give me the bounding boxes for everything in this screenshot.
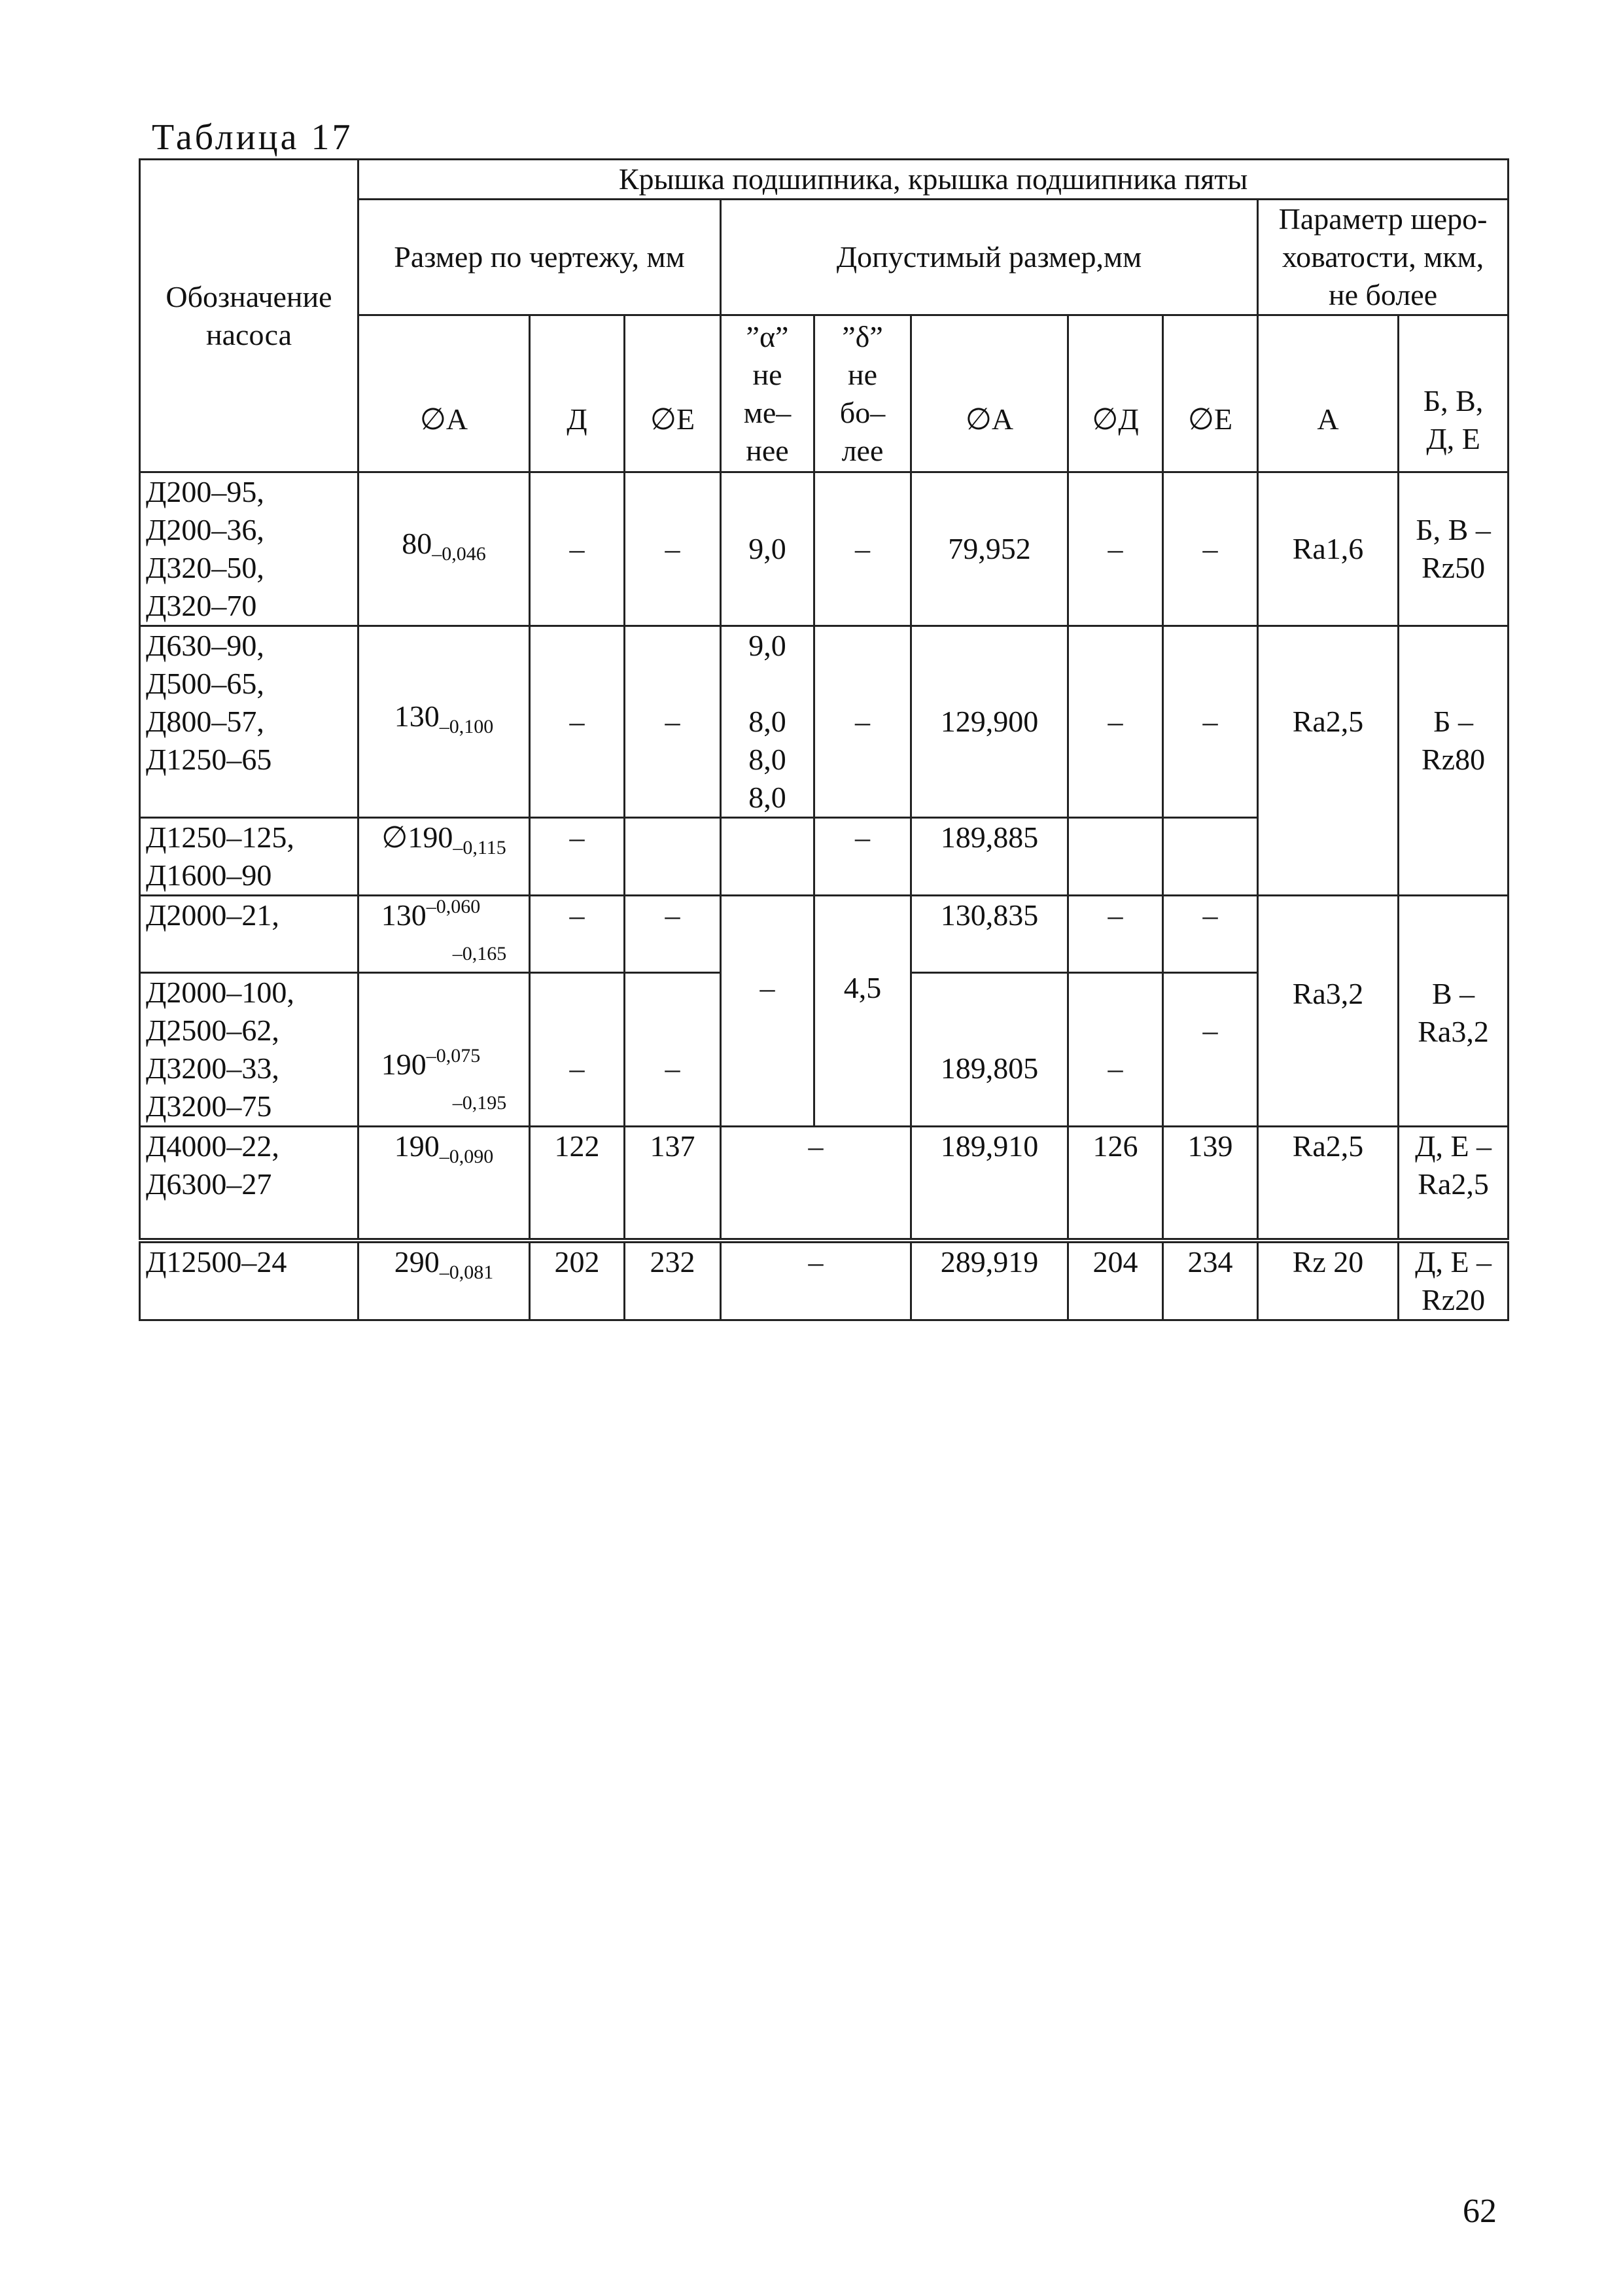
col-alpha <box>721 315 814 472</box>
drawing-d: 202 <box>530 1241 625 1320</box>
page-number: 62 <box>1463 2193 1497 2230</box>
drawing-dia-e: 232 <box>625 1241 721 1320</box>
pump-name: Д320–50, <box>146 551 264 584</box>
roughness-a-value: Ra2,5 <box>1292 705 1364 738</box>
table-caption: Таблица 17 <box>152 117 353 158</box>
table-row <box>140 1127 1509 1241</box>
roughness-bvde <box>1399 1127 1509 1241</box>
pump-name: Д2500–62, <box>146 1014 279 1047</box>
alpha-line-4: нее <box>746 433 789 467</box>
allowed-dia-d: – <box>1068 472 1163 626</box>
col-drawing-dia-a: ∅А <box>358 315 530 472</box>
pump-name: Д4000–22, <box>146 1129 279 1163</box>
pump-cell <box>140 818 358 896</box>
alpha-value <box>721 626 814 818</box>
delta-value: – <box>814 818 911 896</box>
alpha-line: 8,0 <box>748 781 786 814</box>
drawing-dia-a <box>358 896 530 973</box>
roughness-line: Rz50 <box>1422 551 1486 584</box>
delta-line-3: бо– <box>839 395 886 429</box>
allowed-dia-e: 234 <box>1163 1241 1258 1320</box>
roughness-line: Б – <box>1433 705 1474 738</box>
pump-name: Д1250–125, <box>146 821 294 854</box>
delta-value: – <box>814 472 911 626</box>
dia-a-base: 80 <box>402 527 432 560</box>
drawing-dia-e: – <box>625 472 721 626</box>
header-allowed-size: Допустимый размер,мм <box>721 200 1258 315</box>
pump-name: Д6300–27 <box>146 1167 272 1201</box>
roughness-line-1: Параметр шеро- <box>1278 202 1488 236</box>
roughness-line: В – <box>1431 977 1475 1010</box>
table-row <box>140 472 1509 626</box>
pump-name: Д630–90, <box>146 629 264 662</box>
allowed-dia-d: – <box>1068 626 1163 818</box>
pump-name: Д200–95, <box>146 475 264 508</box>
alpha-line-1: ”α” <box>746 319 789 353</box>
col-allowed-dia-e: ∅Е <box>1163 315 1258 472</box>
roughness-bvde <box>1399 626 1509 896</box>
allowed-dia-a: 79,952 <box>911 472 1068 626</box>
pump-cell <box>140 472 358 626</box>
delta-value: – <box>814 626 911 818</box>
drawing-dia-e: – <box>625 896 721 973</box>
pump-cell <box>140 626 358 818</box>
dia-a-base: 190 <box>394 1129 440 1163</box>
col-drawing-d: Д <box>530 315 625 472</box>
col-allowed-dia-a: ∅А <box>911 315 1068 472</box>
allowed-dia-e <box>1163 818 1258 896</box>
alpha-delta-value: – <box>721 1127 911 1241</box>
pump-cell <box>140 896 358 973</box>
roughness-a <box>1258 626 1399 896</box>
roughness-a: Rz 20 <box>1258 1241 1399 1320</box>
pump-name: Д1250–65 <box>146 743 272 776</box>
dia-a-tolerance: –0,115 <box>453 837 506 858</box>
pump-name: Д200–36, <box>146 513 264 546</box>
roughness-line-3: не более <box>1328 278 1438 311</box>
drawing-dia-a <box>358 1127 530 1241</box>
header-pump <box>140 160 358 472</box>
allowed-dia-d: 204 <box>1068 1241 1163 1320</box>
alpha-value: 9,0 <box>721 472 814 626</box>
dia-a-base: ∅190 <box>381 821 453 854</box>
table-row <box>140 1241 1509 1320</box>
table-row <box>140 626 1509 818</box>
delta-line-1: ”δ” <box>842 319 883 353</box>
drawing-dia-a <box>358 818 530 896</box>
pump-name: Д12500–24 <box>146 1245 287 1279</box>
alpha-line: 9,0 <box>748 629 786 662</box>
allowed-dia-a: 289,919 <box>911 1241 1068 1320</box>
pump-name: Д2000–21, <box>146 898 279 932</box>
dia-a-upper-tol: –0,075 <box>426 1045 481 1067</box>
delta-value-text: 4,5 <box>843 971 882 1004</box>
drawing-d: – <box>530 896 625 973</box>
dia-a-base: 130 <box>394 699 440 733</box>
dia-a-tolerance: –0,046 <box>432 543 486 565</box>
roughness-line: Б, В – <box>1416 513 1491 546</box>
roughness-line: Rz80 <box>1422 743 1486 776</box>
dia-a-lower-tol: –0,195 <box>452 1092 507 1114</box>
roughness-a: Ra1,6 <box>1258 472 1399 626</box>
allowed-dia-d: – <box>1068 973 1163 1127</box>
drawing-d: – <box>530 818 625 896</box>
col-allowed-dia-d: ∅Д <box>1068 315 1163 472</box>
roughness-a: Ra2,5 <box>1258 1127 1399 1241</box>
pump-cell <box>140 1127 358 1241</box>
allowed-dia-e: 139 <box>1163 1127 1258 1241</box>
pump-name: Д500–65, <box>146 667 264 700</box>
delta-value <box>814 896 911 1127</box>
header-group: Крышка подшипника, крышка подшипника пяты <box>358 160 1509 200</box>
alpha-line-3: ме– <box>743 395 792 429</box>
roughness-a <box>1258 896 1399 1127</box>
allowed-dia-e: – <box>1163 896 1258 973</box>
allowed-dia-d: – <box>1068 896 1163 973</box>
alpha-delta-value: – <box>721 1241 911 1320</box>
allowed-dia-e: – <box>1163 626 1258 818</box>
dia-a-tolerance: –0,100 <box>439 716 494 737</box>
dia-a-tolerance-stack <box>427 896 507 964</box>
alpha-line: 8,0 <box>748 705 786 738</box>
roughness-line: Д, Е – <box>1415 1129 1492 1163</box>
roughness-bvde <box>1399 472 1509 626</box>
roughness-bvde <box>1399 1241 1509 1320</box>
pump-name: Д3200–75 <box>146 1089 272 1123</box>
dia-a-tolerance-stack <box>427 1046 507 1114</box>
pump-name: Д2000–100, <box>146 976 294 1009</box>
drawing-dia-a <box>358 472 530 626</box>
drawing-dia-a <box>358 1241 530 1320</box>
drawing-d: 122 <box>530 1127 625 1241</box>
header-roughness <box>1258 200 1509 315</box>
dia-a-base: 190 <box>381 1048 427 1081</box>
drawing-d: – <box>530 472 625 626</box>
drawing-dia-e: 137 <box>625 1127 721 1241</box>
allowed-dia-a: 189,885 <box>911 818 1068 896</box>
roughness-bvde <box>1399 896 1509 1127</box>
allowed-dia-a: 130,835 <box>911 896 1068 973</box>
roughness-line: Rz20 <box>1422 1282 1486 1316</box>
roughness-line: Ra2,5 <box>1418 1167 1489 1201</box>
rbvde-line-2: Д, Е <box>1426 422 1480 455</box>
rbvde-line-1: Б, В, <box>1423 384 1484 417</box>
allowed-dia-a: 189,910 <box>911 1127 1068 1241</box>
allowed-dia-e: – <box>1163 973 1258 1127</box>
drawing-dia-a <box>358 973 530 1127</box>
col-roughness-a: А <box>1258 315 1399 472</box>
dia-a-tolerance: –0,090 <box>439 1146 494 1167</box>
pump-cell <box>140 973 358 1127</box>
alpha-line: 8,0 <box>748 743 786 776</box>
bearing-cover-table <box>139 158 1509 1321</box>
header-pump-label: Обозначение насоса <box>166 279 332 351</box>
drawing-dia-e <box>625 818 721 896</box>
dia-a-tolerance: –0,081 <box>439 1261 494 1283</box>
allowed-dia-d: 126 <box>1068 1127 1163 1241</box>
drawing-dia-e: – <box>625 626 721 818</box>
dia-a-base: 290 <box>394 1245 440 1279</box>
drawing-dia-a <box>358 626 530 818</box>
dia-a-upper-tol: –0,060 <box>426 896 481 917</box>
col-delta <box>814 315 911 472</box>
allowed-dia-d <box>1068 818 1163 896</box>
col-roughness-bvde <box>1399 315 1509 472</box>
table-row <box>140 896 1509 973</box>
roughness-line: Д, Е – <box>1415 1245 1492 1279</box>
dia-a-lower-tol: –0,165 <box>452 943 507 964</box>
allowed-dia-a: 129,900 <box>911 626 1068 818</box>
drawing-d: – <box>530 973 625 1127</box>
alpha-value <box>721 896 814 1127</box>
pump-name: Д3200–33, <box>146 1051 279 1085</box>
allowed-dia-e: – <box>1163 472 1258 626</box>
allowed-dia-a: 189,805 <box>911 973 1068 1127</box>
alpha-value-text: – <box>759 971 775 1004</box>
delta-line-4: лее <box>841 433 884 467</box>
pump-name: Д800–57, <box>146 705 264 738</box>
roughness-line-2: ховатости, мкм, <box>1282 240 1484 274</box>
alpha-value <box>721 818 814 896</box>
header-drawing-size: Размер по чертежу, мм <box>358 200 721 315</box>
alpha-line <box>727 665 808 703</box>
pump-name: Д1600–90 <box>146 858 272 892</box>
drawing-dia-e: – <box>625 973 721 1127</box>
pump-cell <box>140 1241 358 1320</box>
col-drawing-dia-e: ∅Е <box>625 315 721 472</box>
delta-line-2: не <box>847 357 878 391</box>
roughness-a-value: Ra3,2 <box>1292 977 1364 1010</box>
drawing-d: – <box>530 626 625 818</box>
dia-a-base: 130 <box>381 898 427 932</box>
pump-name: Д320–70 <box>146 589 257 622</box>
alpha-line-2: не <box>752 357 782 391</box>
roughness-line: Ra3,2 <box>1418 1015 1489 1048</box>
